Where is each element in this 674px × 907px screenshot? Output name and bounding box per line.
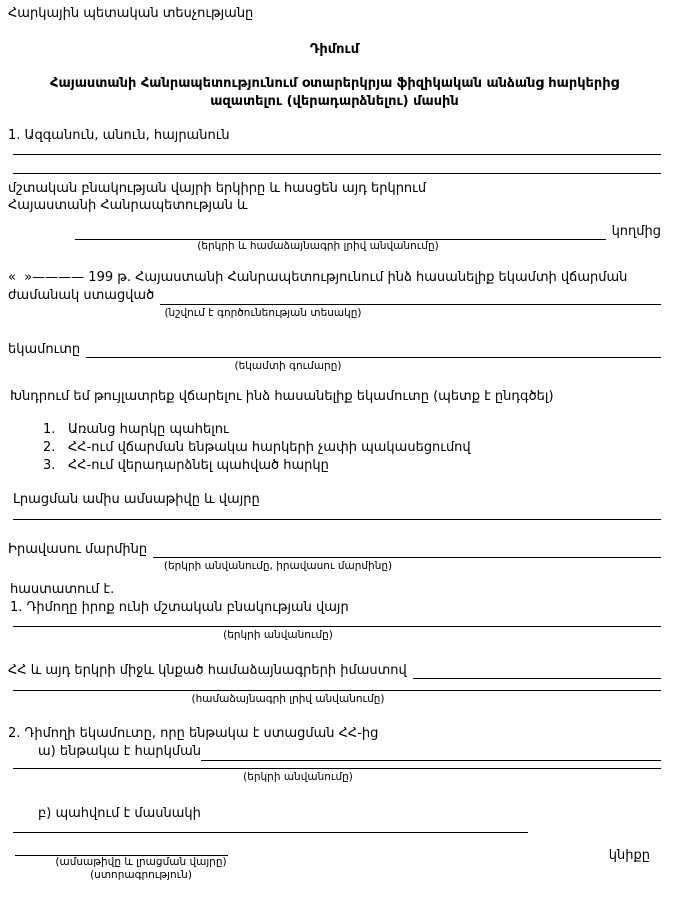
- option-number: 3.: [43, 458, 56, 473]
- fill-date-place-input-line[interactable]: [13, 508, 661, 520]
- residence-country-input-line[interactable]: [13, 617, 661, 627]
- agreement-name-input-line-1[interactable]: [413, 678, 661, 679]
- date-quotes[interactable]: « »: [8, 270, 33, 285]
- option-number: 2.: [43, 440, 56, 455]
- by-suffix-label: կողմից: [611, 224, 661, 239]
- caption-agreement-full-name: (համաձայնագրի լրիվ անվանումը): [191, 693, 385, 705]
- income-input-line[interactable]: [86, 357, 661, 358]
- agreement-name-input-line-2[interactable]: [13, 679, 661, 691]
- residence-text: մշտական բնակության վայրի երկիրը և հասցեն այդ երկրում: [8, 181, 427, 196]
- caption-country-name-1: (երկրի անվանումը): [223, 629, 333, 641]
- authority-input-line[interactable]: [153, 557, 661, 558]
- agreements-sense-label: ՀՀ և այդ երկրի միջև կնքած համաձայնագրերի իմաստով: [8, 663, 407, 678]
- option-withhold-none[interactable]: [43, 421, 661, 439]
- option-label: ՀՀ-ում վերադարձնել պահված հարկը: [68, 458, 329, 473]
- payment-options-list: [8, 421, 661, 475]
- sub-item-a-label: ա) ենթակա է հարկման: [38, 744, 201, 759]
- date-text: 199 թ. Հայաստանի Հանրապետությունում ինձ հասանելիք եկամտի վճարման: [84, 270, 628, 285]
- caption-signature: (ստորագրություն): [90, 869, 192, 881]
- caption-activity-type: (նշվում է գործունեության տեսակը): [164, 307, 362, 319]
- fill-date-place-label: Լրացման ամիս ամսաթիվը և վայրը: [13, 492, 260, 507]
- caption-country-authority: (երկրի անվանումը, իրավասու մարմինը): [163, 560, 393, 572]
- republic-text: Հայաստանի Հանրապետության և: [8, 198, 248, 213]
- caption-country-name-2: (երկրի անվանումը): [243, 771, 353, 783]
- confirm-item2: 2. Դիմողի եկամուտը, որը ենթակա է ստացման ՀՀ-ից: [8, 726, 379, 741]
- confirms-label: հաստատում է.: [10, 582, 115, 597]
- signature-input-line[interactable]: [15, 833, 228, 856]
- taxable-input-line-1[interactable]: [201, 760, 661, 761]
- form-subtitle: Հայաստանի Հանրապետությունում օտարերկրյա ֆիզիկական անձանց հարկերից ազատելու (վերադարձնելու) մասին: [50, 76, 619, 109]
- option-reduced-tax[interactable]: [43, 439, 661, 457]
- sub-item-b-label: բ) պահվում է մասնակի: [38, 806, 201, 821]
- option-number: 1.: [43, 422, 56, 437]
- option-label: ՀՀ-ում վճարման ենթակա հարկերի չափի պակասեցումով: [68, 440, 471, 455]
- option-refund-tax[interactable]: [43, 457, 661, 475]
- fullname-input-line-1[interactable]: [13, 144, 661, 155]
- authority-label: Իրավասու մարմինը: [8, 542, 148, 557]
- option-label: Առանց հարկը պահելու: [68, 422, 229, 437]
- addressee-line: Հարկային պետական տեսչությանը: [8, 6, 254, 21]
- confirm-item1: 1. Դիմողը իրոք ունի մշտական բնակության վայր: [10, 600, 349, 615]
- caption-country-agreement: (երկրի և համաձայնագրի լրիվ անվանումը): [197, 240, 439, 252]
- request-text: Խնդրում եմ թույլատրեք վճարելու ինձ հասանելիք եկամուտը (պետք է ընդգծել): [10, 389, 554, 404]
- activity-input-line[interactable]: [160, 304, 661, 305]
- taxable-input-line-2[interactable]: [13, 761, 661, 769]
- income-label: եկամուտը: [8, 342, 81, 357]
- caption-date-place: (ամսաթիվը և լրացման վայրը): [55, 856, 227, 868]
- seal-label: կնիքը: [608, 848, 650, 863]
- date-dash-line[interactable]: ————: [32, 270, 85, 285]
- fullname-label: 1. Ազգանուն, անուն, հայրանուն: [8, 128, 230, 143]
- form-title: Դիմում: [309, 42, 360, 57]
- fullname-input-line-2[interactable]: [13, 155, 661, 174]
- date-text2: ժամանակ ստացված: [8, 288, 155, 303]
- partial-withhold-input-line[interactable]: [13, 822, 528, 833]
- caption-income-amount: (եկամտի գումարը): [234, 360, 342, 372]
